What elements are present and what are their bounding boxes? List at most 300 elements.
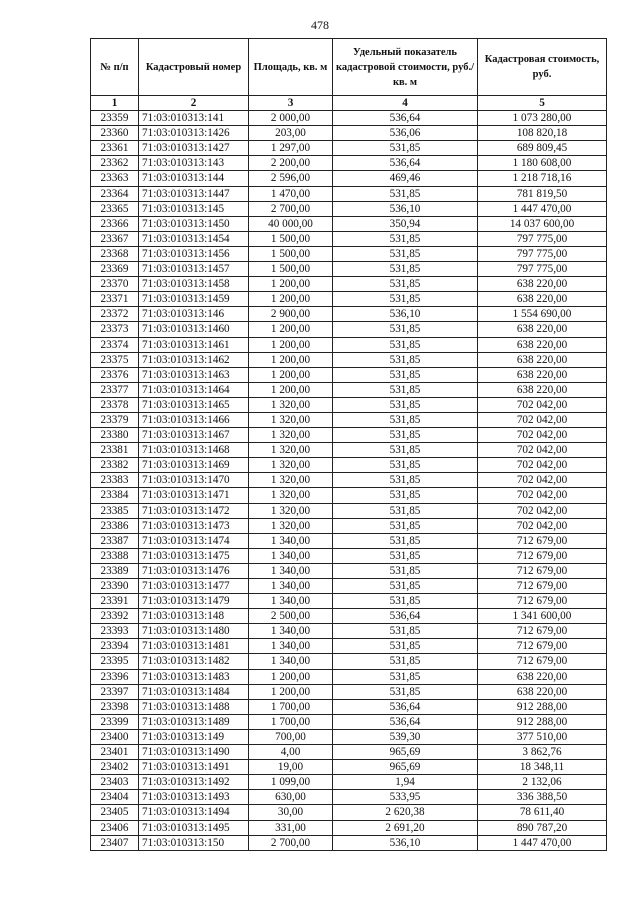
cadastral-number-cell: 71:03:010313:1466: [139, 412, 249, 427]
area-cell: 2 200,00: [249, 156, 333, 171]
specific-value-cell: 531,85: [333, 594, 478, 609]
row-number-cell: 23387: [91, 533, 139, 548]
cadastral-number-cell: 71:03:010313:1447: [139, 186, 249, 201]
area-cell: 1 320,00: [249, 443, 333, 458]
specific-value-cell: 531,85: [333, 382, 478, 397]
cadastral-number-cell: 71:03:010313:1463: [139, 367, 249, 382]
cadastral-value-cell: 638 220,00: [478, 292, 607, 307]
row-number-cell: 23378: [91, 397, 139, 412]
cadastral-number-cell: 71:03:010313:1493: [139, 790, 249, 805]
cadastral-number-cell: 71:03:010313:1483: [139, 669, 249, 684]
row-number-cell: 23377: [91, 382, 139, 397]
specific-value-cell: 536,10: [333, 307, 478, 322]
specific-value-cell: 536,64: [333, 156, 478, 171]
cadastral-value-cell: 702 042,00: [478, 412, 607, 427]
specific-value-cell: 531,85: [333, 669, 478, 684]
cadastral-number-cell: 71:03:010313:1468: [139, 443, 249, 458]
area-cell: 1 340,00: [249, 654, 333, 669]
table-row: [91, 337, 607, 352]
specific-value-cell: 531,85: [333, 654, 478, 669]
row-number-cell: 23384: [91, 488, 139, 503]
table-row: [91, 563, 607, 578]
specific-value-cell: 531,85: [333, 488, 478, 503]
area-cell: 1 200,00: [249, 382, 333, 397]
row-number-cell: 23379: [91, 412, 139, 427]
row-number-cell: 23401: [91, 745, 139, 760]
row-number-cell: 23367: [91, 231, 139, 246]
row-number-cell: 23391: [91, 594, 139, 609]
header-specific-value: Удельный показатель кадастровой стоимости, руб./кв. м: [333, 39, 478, 96]
table-row: [91, 397, 607, 412]
specific-value-cell: 533,95: [333, 790, 478, 805]
specific-value-cell: 536,10: [333, 201, 478, 216]
row-number-cell: 23400: [91, 729, 139, 744]
table-row: [91, 126, 607, 141]
cadastral-value-cell: 712 679,00: [478, 624, 607, 639]
specific-value-cell: 536,06: [333, 126, 478, 141]
specific-value-cell: 965,69: [333, 760, 478, 775]
row-number-cell: 23382: [91, 458, 139, 473]
table-row: [91, 579, 607, 594]
cadastral-number-cell: 71:03:010313:1494: [139, 805, 249, 820]
area-cell: 1 297,00: [249, 141, 333, 156]
cadastral-value-cell: 702 042,00: [478, 443, 607, 458]
area-cell: 1 200,00: [249, 292, 333, 307]
table-row: [91, 835, 607, 850]
cadastral-value-cell: 702 042,00: [478, 518, 607, 533]
area-cell: 30,00: [249, 805, 333, 820]
cadastral-number-cell: 71:03:010313:148: [139, 609, 249, 624]
specific-value-cell: 536,64: [333, 609, 478, 624]
cadastral-number-cell: 71:03:010313:150: [139, 835, 249, 850]
row-number-cell: 23361: [91, 141, 139, 156]
cadastral-number-cell: 71:03:010313:146: [139, 307, 249, 322]
table-row: [91, 533, 607, 548]
cadastral-value-cell: 1 073 280,00: [478, 111, 607, 126]
area-cell: 1 320,00: [249, 397, 333, 412]
row-number-cell: 23359: [91, 111, 139, 126]
cadastral-value-cell: 712 679,00: [478, 563, 607, 578]
cadastral-number-cell: 71:03:010313:1480: [139, 624, 249, 639]
cadastral-value-cell: 2 132,06: [478, 775, 607, 790]
column-number-row: [91, 96, 607, 111]
table-row: [91, 412, 607, 427]
row-number-cell: 23375: [91, 352, 139, 367]
cadastral-number-cell: 71:03:010313:1462: [139, 352, 249, 367]
area-cell: 1 340,00: [249, 639, 333, 654]
cadastral-number-cell: 71:03:010313:1482: [139, 654, 249, 669]
cadastral-number-cell: 71:03:010313:1476: [139, 563, 249, 578]
row-number-cell: 23392: [91, 609, 139, 624]
row-number-cell: 23403: [91, 775, 139, 790]
row-number-cell: 23388: [91, 548, 139, 563]
table-row: [91, 111, 607, 126]
table-row: [91, 684, 607, 699]
row-number-cell: 23386: [91, 518, 139, 533]
specific-value-cell: 531,85: [333, 473, 478, 488]
row-number-cell: 23390: [91, 579, 139, 594]
cadastral-number-cell: 71:03:010313:141: [139, 111, 249, 126]
table-row: [91, 231, 607, 246]
table-row: [91, 714, 607, 729]
cadastral-value-cell: 14 037 600,00: [478, 216, 607, 231]
column-number: 4: [333, 96, 478, 111]
row-number-cell: 23370: [91, 277, 139, 292]
cadastral-number-cell: 71:03:010313:1479: [139, 594, 249, 609]
table-row: [91, 729, 607, 744]
row-number-cell: 23364: [91, 186, 139, 201]
row-number-cell: 23385: [91, 503, 139, 518]
row-number-cell: 23404: [91, 790, 139, 805]
area-cell: 2 596,00: [249, 171, 333, 186]
specific-value-cell: 531,85: [333, 428, 478, 443]
table-row: [91, 503, 607, 518]
table-row: [91, 699, 607, 714]
area-cell: 1 500,00: [249, 231, 333, 246]
specific-value-cell: 531,85: [333, 141, 478, 156]
area-cell: 2 500,00: [249, 609, 333, 624]
table-row: [91, 246, 607, 261]
area-cell: 2 900,00: [249, 307, 333, 322]
cadastral-number-cell: 71:03:010313:1471: [139, 488, 249, 503]
cadastral-number-cell: 71:03:010313:143: [139, 156, 249, 171]
table-row: [91, 805, 607, 820]
area-cell: 1 200,00: [249, 684, 333, 699]
cadastral-value-cell: 702 042,00: [478, 503, 607, 518]
cadastral-value-cell: 712 679,00: [478, 639, 607, 654]
specific-value-cell: 531,85: [333, 503, 478, 518]
cadastral-value-cell: 712 679,00: [478, 579, 607, 594]
cadastral-number-cell: 71:03:010313:1459: [139, 292, 249, 307]
table-row: [91, 548, 607, 563]
row-number-cell: 23373: [91, 322, 139, 337]
cadastral-number-cell: 71:03:010313:1450: [139, 216, 249, 231]
table-row: [91, 307, 607, 322]
row-number-cell: 23402: [91, 760, 139, 775]
area-cell: 1 500,00: [249, 246, 333, 261]
header-cadastral-number: Кадастровый номер: [139, 39, 249, 96]
cadastral-number-cell: 71:03:010313:1484: [139, 684, 249, 699]
cadastral-value-cell: 638 220,00: [478, 322, 607, 337]
specific-value-cell: 531,85: [333, 231, 478, 246]
specific-value-cell: 536,64: [333, 111, 478, 126]
cadastral-number-cell: 71:03:010313:1458: [139, 277, 249, 292]
specific-value-cell: 536,10: [333, 835, 478, 850]
cadastral-number-cell: 71:03:010313:1456: [139, 246, 249, 261]
row-number-cell: 23396: [91, 669, 139, 684]
cadastral-value-cell: 781 819,50: [478, 186, 607, 201]
header-row-number: № п/п: [91, 39, 139, 96]
row-number-cell: 23398: [91, 699, 139, 714]
specific-value-cell: 531,85: [333, 397, 478, 412]
header-area: Площадь, кв. м: [249, 39, 333, 96]
area-cell: 331,00: [249, 820, 333, 835]
cadastral-number-cell: 71:03:010313:1461: [139, 337, 249, 352]
row-number-cell: 23369: [91, 262, 139, 277]
cadastral-number-cell: 71:03:010313:1477: [139, 579, 249, 594]
row-number-cell: 23374: [91, 337, 139, 352]
specific-value-cell: 1,94: [333, 775, 478, 790]
specific-value-cell: 539,30: [333, 729, 478, 744]
cadastral-value-cell: 638 220,00: [478, 684, 607, 699]
cadastral-number-cell: 71:03:010313:1473: [139, 518, 249, 533]
cadastral-value-cell: 712 679,00: [478, 548, 607, 563]
area-cell: 1 099,00: [249, 775, 333, 790]
specific-value-cell: 531,85: [333, 563, 478, 578]
cadastral-number-cell: 71:03:010313:1427: [139, 141, 249, 156]
area-cell: 2 700,00: [249, 201, 333, 216]
table-row: [91, 171, 607, 186]
cadastral-value-cell: 912 288,00: [478, 699, 607, 714]
cadastral-value-cell: 336 388,50: [478, 790, 607, 805]
table-row: [91, 745, 607, 760]
table-row: [91, 443, 607, 458]
cadastral-number-cell: 71:03:010313:1467: [139, 428, 249, 443]
cadastral-value-cell: 712 679,00: [478, 533, 607, 548]
cadastral-number-cell: 71:03:010313:1488: [139, 699, 249, 714]
cadastral-value-cell: 638 220,00: [478, 352, 607, 367]
table-row: [91, 609, 607, 624]
area-cell: 1 320,00: [249, 428, 333, 443]
area-cell: 700,00: [249, 729, 333, 744]
row-number-cell: 23365: [91, 201, 139, 216]
table-row: [91, 458, 607, 473]
cadastral-number-cell: 71:03:010313:1426: [139, 126, 249, 141]
specific-value-cell: 531,85: [333, 367, 478, 382]
specific-value-cell: 531,85: [333, 352, 478, 367]
row-number-cell: 23366: [91, 216, 139, 231]
specific-value-cell: 536,64: [333, 699, 478, 714]
cadastral-number-cell: 71:03:010313:1470: [139, 473, 249, 488]
cadastral-value-cell: 18 348,11: [478, 760, 607, 775]
area-cell: 1 200,00: [249, 669, 333, 684]
table-body: [91, 111, 607, 851]
area-cell: 1 320,00: [249, 412, 333, 427]
cadastral-value-cell: 638 220,00: [478, 337, 607, 352]
area-cell: 1 320,00: [249, 458, 333, 473]
area-cell: 1 200,00: [249, 367, 333, 382]
table-row: [91, 594, 607, 609]
cadastral-value-cell: 712 679,00: [478, 594, 607, 609]
table-row: [91, 367, 607, 382]
cadastral-value-cell: 1 341 600,00: [478, 609, 607, 624]
table-row: [91, 669, 607, 684]
cadastral-number-cell: 71:03:010313:1481: [139, 639, 249, 654]
row-number-cell: 23406: [91, 820, 139, 835]
cadastral-value-table: [90, 38, 607, 851]
cadastral-value-cell: 638 220,00: [478, 367, 607, 382]
specific-value-cell: 965,69: [333, 745, 478, 760]
header-cadastral-value: Кадастровая стоимость, руб.: [478, 39, 607, 96]
area-cell: 1 340,00: [249, 563, 333, 578]
cadastral-value-cell: 1 447 470,00: [478, 201, 607, 216]
area-cell: 19,00: [249, 760, 333, 775]
specific-value-cell: 531,85: [333, 322, 478, 337]
table-row: [91, 322, 607, 337]
cadastral-number-cell: 71:03:010313:149: [139, 729, 249, 744]
area-cell: 1 340,00: [249, 548, 333, 563]
cadastral-value-cell: 1 218 718,16: [478, 171, 607, 186]
cadastral-value-cell: 1 554 690,00: [478, 307, 607, 322]
area-cell: 1 320,00: [249, 503, 333, 518]
cadastral-value-cell: 797 775,00: [478, 246, 607, 261]
cadastral-value-cell: 3 862,76: [478, 745, 607, 760]
table-row: [91, 488, 607, 503]
cadastral-number-cell: 71:03:010313:1457: [139, 262, 249, 277]
table-row: [91, 141, 607, 156]
row-number-cell: 23405: [91, 805, 139, 820]
cadastral-value-cell: 108 820,18: [478, 126, 607, 141]
cadastral-value-cell: 797 775,00: [478, 262, 607, 277]
specific-value-cell: 350,94: [333, 216, 478, 231]
specific-value-cell: 531,85: [333, 246, 478, 261]
cadastral-number-cell: 71:03:010313:1460: [139, 322, 249, 337]
area-cell: 203,00: [249, 126, 333, 141]
table-row: [91, 201, 607, 216]
area-cell: 1 340,00: [249, 594, 333, 609]
specific-value-cell: 531,85: [333, 518, 478, 533]
specific-value-cell: 531,85: [333, 412, 478, 427]
area-cell: 1 700,00: [249, 699, 333, 714]
cadastral-number-cell: 71:03:010313:1491: [139, 760, 249, 775]
row-number-cell: 23407: [91, 835, 139, 850]
cadastral-number-cell: 71:03:010313:1490: [139, 745, 249, 760]
cadastral-number-cell: 71:03:010313:1489: [139, 714, 249, 729]
cadastral-value-cell: 638 220,00: [478, 382, 607, 397]
page-number: 478: [311, 18, 329, 32]
cadastral-value-cell: 702 042,00: [478, 488, 607, 503]
table-row: [91, 186, 607, 201]
area-cell: 1 340,00: [249, 624, 333, 639]
column-number: 3: [249, 96, 333, 111]
row-number-cell: 23395: [91, 654, 139, 669]
table-row: [91, 654, 607, 669]
specific-value-cell: 531,85: [333, 443, 478, 458]
row-number-cell: 23394: [91, 639, 139, 654]
area-cell: 2 700,00: [249, 835, 333, 850]
table-row: [91, 775, 607, 790]
area-cell: 1 320,00: [249, 473, 333, 488]
row-number-cell: 23389: [91, 563, 139, 578]
area-cell: 1 200,00: [249, 337, 333, 352]
specific-value-cell: 531,85: [333, 548, 478, 563]
cadastral-value-cell: 797 775,00: [478, 231, 607, 246]
specific-value-cell: 531,85: [333, 262, 478, 277]
area-cell: 1 200,00: [249, 352, 333, 367]
cadastral-value-cell: 912 288,00: [478, 714, 607, 729]
table-row: [91, 760, 607, 775]
specific-value-cell: 531,85: [333, 458, 478, 473]
cadastral-number-cell: 71:03:010313:1469: [139, 458, 249, 473]
specific-value-cell: 2 691,20: [333, 820, 478, 835]
column-number: 1: [91, 96, 139, 111]
cadastral-number-cell: 71:03:010313:1492: [139, 775, 249, 790]
area-cell: 630,00: [249, 790, 333, 805]
table-row: [91, 216, 607, 231]
header-row: [91, 39, 607, 96]
cadastral-value-cell: 702 042,00: [478, 397, 607, 412]
area-cell: 1 200,00: [249, 277, 333, 292]
row-number-cell: 23381: [91, 443, 139, 458]
table-row: [91, 639, 607, 654]
row-number-cell: 23371: [91, 292, 139, 307]
specific-value-cell: 531,85: [333, 533, 478, 548]
area-cell: 1 340,00: [249, 579, 333, 594]
cadastral-number-cell: 71:03:010313:1475: [139, 548, 249, 563]
specific-value-cell: 531,85: [333, 684, 478, 699]
area-cell: 1 200,00: [249, 322, 333, 337]
table-row: [91, 473, 607, 488]
row-number-cell: 23383: [91, 473, 139, 488]
table-row: [91, 277, 607, 292]
cadastral-number-cell: 71:03:010313:1474: [139, 533, 249, 548]
area-cell: 1 340,00: [249, 533, 333, 548]
specific-value-cell: 536,64: [333, 714, 478, 729]
cadastral-number-cell: 71:03:010313:1454: [139, 231, 249, 246]
cadastral-value-cell: 702 042,00: [478, 428, 607, 443]
cadastral-value-cell: 377 510,00: [478, 729, 607, 744]
area-cell: 1 470,00: [249, 186, 333, 201]
area-cell: 1 320,00: [249, 488, 333, 503]
area-cell: 1 700,00: [249, 714, 333, 729]
cadastral-number-cell: 71:03:010313:1464: [139, 382, 249, 397]
cadastral-number-cell: 71:03:010313:144: [139, 171, 249, 186]
cadastral-number-cell: 71:03:010313:145: [139, 201, 249, 216]
cadastral-number-cell: 71:03:010313:1472: [139, 503, 249, 518]
cadastral-value-cell: 689 809,45: [478, 141, 607, 156]
cadastral-value-cell: 702 042,00: [478, 473, 607, 488]
area-cell: 1 320,00: [249, 518, 333, 533]
row-number-cell: 23376: [91, 367, 139, 382]
cadastral-number-cell: 71:03:010313:1495: [139, 820, 249, 835]
cadastral-value-cell: 638 220,00: [478, 669, 607, 684]
area-cell: 40 000,00: [249, 216, 333, 231]
cadastral-value-cell: 1 180 608,00: [478, 156, 607, 171]
row-number-cell: 23372: [91, 307, 139, 322]
specific-value-cell: 531,85: [333, 337, 478, 352]
row-number-cell: 23363: [91, 171, 139, 186]
specific-value-cell: 531,85: [333, 579, 478, 594]
cadastral-value-cell: 1 447 470,00: [478, 835, 607, 850]
table-row: [91, 262, 607, 277]
table-row: [91, 382, 607, 397]
specific-value-cell: 531,85: [333, 639, 478, 654]
table-row: [91, 292, 607, 307]
row-number-cell: 23399: [91, 714, 139, 729]
specific-value-cell: 469,46: [333, 171, 478, 186]
cadastral-number-cell: 71:03:010313:1465: [139, 397, 249, 412]
area-cell: 2 000,00: [249, 111, 333, 126]
row-number-cell: 23380: [91, 428, 139, 443]
cadastral-value-cell: 638 220,00: [478, 277, 607, 292]
table-row: [91, 518, 607, 533]
specific-value-cell: 531,85: [333, 624, 478, 639]
cadastral-value-cell: 702 042,00: [478, 458, 607, 473]
row-number-cell: 23397: [91, 684, 139, 699]
table-row: [91, 820, 607, 835]
cadastral-value-cell: 890 787,20: [478, 820, 607, 835]
row-number-cell: 23360: [91, 126, 139, 141]
column-number: 2: [139, 96, 249, 111]
row-number-cell: 23368: [91, 246, 139, 261]
table-row: [91, 790, 607, 805]
table-row: [91, 624, 607, 639]
column-number: 5: [478, 96, 607, 111]
specific-value-cell: 531,85: [333, 277, 478, 292]
cadastral-value-cell: 78 611,40: [478, 805, 607, 820]
area-cell: 4,00: [249, 745, 333, 760]
specific-value-cell: 531,85: [333, 292, 478, 307]
